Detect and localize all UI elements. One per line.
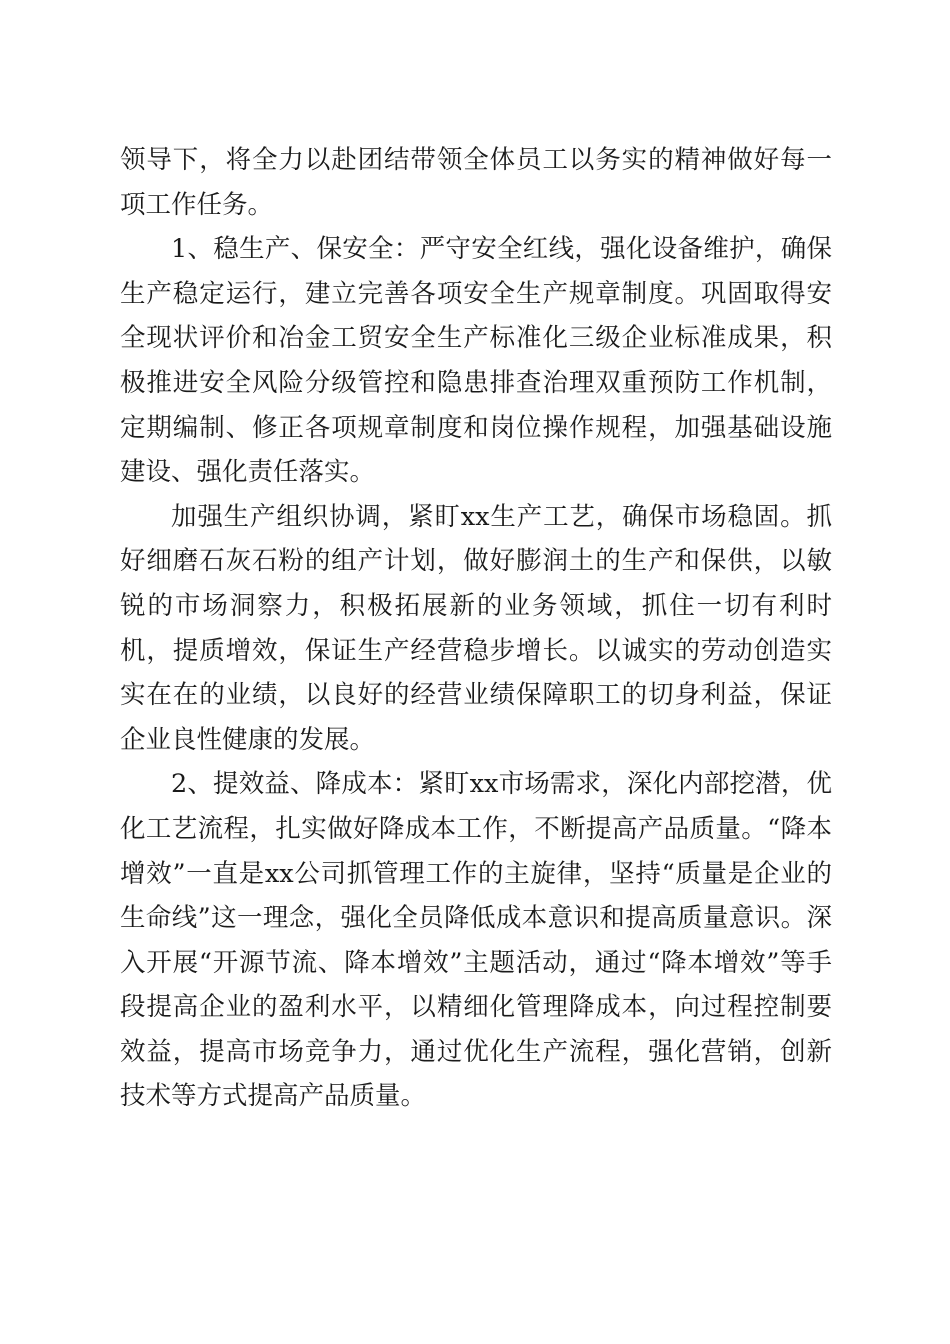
document-body bbox=[120, 138, 832, 1119]
paragraph-efficiency-cost-reduction: 2、提效益、降成本：紧盯xx市场需求，深化内部挖潜，优化工艺流程，扎实做好降成本工作，不断提高产品质量。“降本增效”一直是xx公司抓管理工作的主旋律，坚持“质量是企业的生命线”这一理念，强化全员降低成本意识和提高质量意识。深入开展“开源节流、降本增效”主题活动，通过“降本增效”等手段提高企业的盈利水平，以精细化管理降成本，向过程控制要效益，提高市场竞争力，通过优化生产流程，强化营销，创新技术等方式提高产品质量。 bbox=[120, 769, 832, 1112]
paragraph-production-coordination: 加强生产组织协调，紧盯xx生产工艺，确保市场稳固。抓好细磨石灰石粉的组产计划，做好膨润土的生产和保供，以敏锐的市场洞察力，积极拓展新的业务领域，抓住一切有利时机，提质增效，保证生产经营稳步增长。以诚实的劳动创造实实在在的业绩，以良好的经营业绩保障职工的切身利益，保证企业良性健康的发展。 bbox=[120, 501, 832, 755]
paragraph-stable-production-safety: 1、稳生产、保安全：严守安全红线，强化设备维护，确保生产稳定运行，建立完善各项安全生产规章制度。巩固取得安全现状评价和冶金工贸安全生产标准化三级企业标准成果，积极推进安全风险分级管控和隐患排查治理双重预防工作机制，定期编制、修正各项规章制度和岗位操作规程，加强基础设施建设、强化责任落实。 bbox=[120, 234, 832, 488]
paragraph-continuation: 领导下，将全力以赴团结带领全体员工以务实的精神做好每一项工作任务。 bbox=[120, 145, 832, 220]
